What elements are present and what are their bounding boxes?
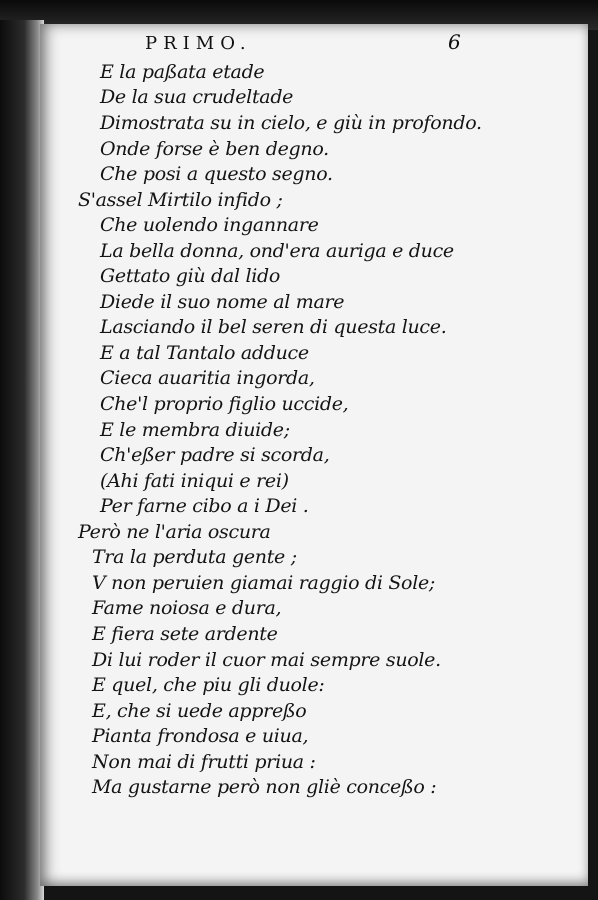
page-number: 6 (448, 30, 461, 54)
verse-line: E quel, che piu gli duole: (92, 674, 325, 696)
verse-line: Pianta frondosa e uiua, (92, 725, 309, 747)
verse-line: Non mai di frutti priua : (92, 751, 316, 773)
running-head: PRIMO. (145, 33, 252, 54)
verse-line: E la paßata etade (100, 61, 265, 83)
verse-line: E, che si uede appreßo (92, 700, 307, 722)
verse-line: Che posi a questo segno. (100, 163, 333, 185)
verse-line: Che'l proprio figlio uccide, (100, 393, 349, 415)
verse-line: Diede il suo nome al mare (100, 291, 345, 313)
verse-line: Per farne cibo a i Dei . (100, 495, 309, 517)
verse-line: S'assel Mirtilo infido ; (78, 189, 283, 211)
verse-line: La bella donna, ond'era auriga e duce (100, 240, 454, 262)
verse-line: Che uolendo ingannare (100, 214, 319, 236)
verse-line: E le membra diuide; (100, 419, 290, 441)
verse-line: Ma gustarne però non gliè conceßo : (92, 776, 437, 798)
verse-line: V non peruien giamai raggio di Sole; (92, 572, 436, 594)
verse-line: Onde forse è ben degno. (100, 138, 329, 160)
verse-line: Gettato giù dal lido (100, 265, 281, 287)
verse-line: Di lui roder il cuor mai sempre suole. (92, 649, 441, 671)
verse-line: Dimostrata su in cielo, e giù in profondo. (100, 112, 482, 134)
verse-line: Fame noiosa e dura, (92, 597, 282, 619)
verse-line: Ch'eßer padre si scorda, (100, 444, 330, 466)
verse-line: E fiera sete ardente (92, 623, 278, 645)
verse-line: Però ne l'aria oscura (78, 521, 271, 543)
verse-line: E a tal Tantalo adduce (100, 342, 309, 364)
verse-line: De la sua crudeltade (100, 86, 294, 108)
verse-line: (Ahi fati iniqui e rei) (100, 470, 289, 492)
verse-line: Lasciando il bel seren di questa luce. (100, 316, 447, 338)
verse-line: Tra la perduta gente ; (92, 546, 297, 568)
verse-line: Cieca auaritia ingorda, (100, 367, 315, 389)
